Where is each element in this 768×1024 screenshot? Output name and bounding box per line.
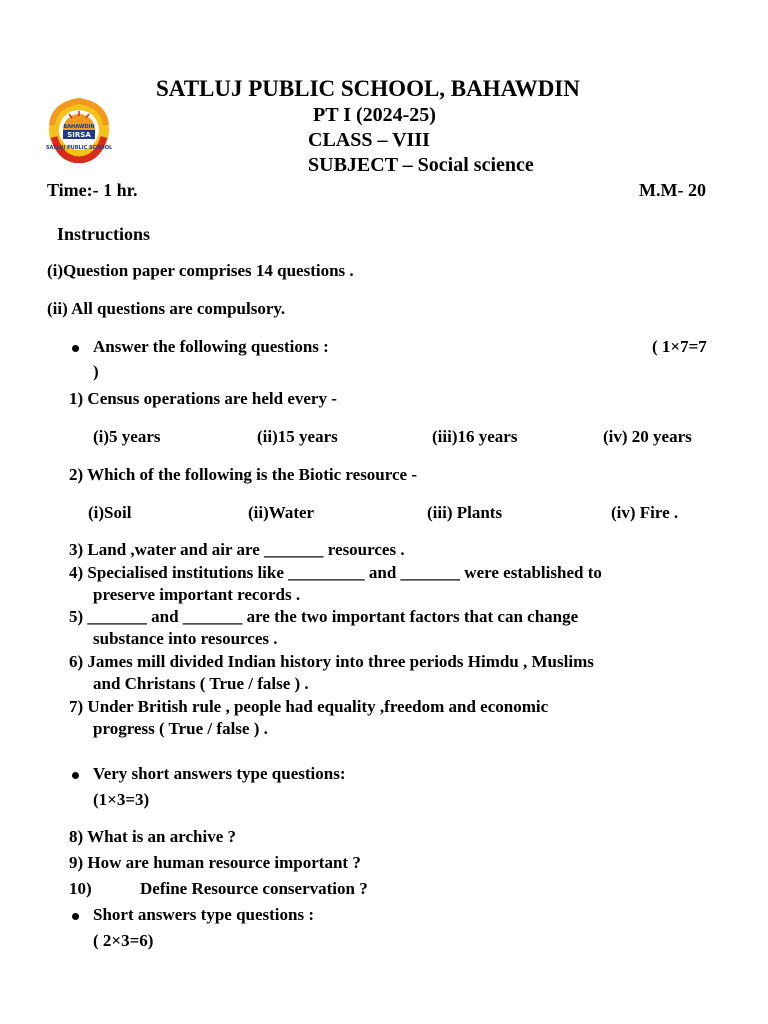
section-a-marks-close: ) (93, 362, 99, 381)
section-b-heading: Very short answers type questions: (93, 764, 346, 783)
question-2: 2) Which of the following is the Biotic resource - (69, 465, 418, 484)
q2-option-3: (iii) Plants (427, 503, 503, 522)
question-5: 5) _______ and _______ are the two important factors that can change (69, 607, 579, 626)
bullet-icon (72, 772, 79, 779)
q1-option-3: (iii)16 years (432, 427, 518, 446)
svg-text:SIRSA: SIRSA (67, 131, 91, 139)
q1-option-1: (i)5 years (93, 427, 161, 446)
question-9: 9) How are human resource important ? (69, 853, 361, 872)
time-label: Time:- 1 hr. (47, 180, 138, 200)
section-c-marks: ( 2×3=6) (93, 931, 154, 950)
svg-text:BAHAWDIN: BAHAWDIN (63, 124, 95, 130)
school-name: SATLUJ PUBLIC SCHOOL, BAHAWDIN (156, 76, 580, 101)
question-4-cont: preserve important records . (93, 585, 301, 604)
instruction-item: (ii) All questions are compulsory. (47, 299, 286, 318)
svg-text:SATLUJ PUBLIC SCHOOL: SATLUJ PUBLIC SCHOOL (46, 145, 112, 151)
question-6: 6) James mill divided Indian history into three periods Himdu , Muslims (69, 652, 594, 671)
question-7-cont: progress ( True / false ) . (93, 719, 268, 738)
question-7: 7) Under British rule , people had equality ,freedom and economic (69, 697, 549, 716)
section-b-marks: (1×3=3) (93, 790, 150, 809)
exam-name: PT I (2024-25) (313, 104, 436, 126)
section-a-heading: Answer the following questions : (93, 337, 329, 356)
max-marks-label: M.M- 20 (639, 180, 706, 200)
q1-option-2: (ii)15 years (257, 427, 338, 446)
question-4: 4) Specialised institutions like _________ and _______ were established to (69, 563, 602, 582)
q2-option-1: (i)Soil (88, 503, 132, 522)
section-c-heading: Short answers type questions : (93, 905, 315, 924)
class-label: CLASS – VIII (308, 129, 430, 151)
instructions-heading: Instructions (57, 224, 151, 244)
bullet-icon (72, 345, 79, 352)
q2-option-4: (iv) Fire . (611, 503, 679, 522)
instruction-item: (i)Question paper comprises 14 questions . (47, 261, 354, 280)
question-10-number: 10) (69, 879, 92, 898)
question-6-cont: and Christans ( True / false ) . (93, 674, 309, 693)
question-5-cont: substance into resources . (93, 629, 278, 648)
school-emblem-icon (46, 97, 112, 163)
question-8: 8) What is an archive ? (69, 827, 237, 846)
question-1: 1) Census operations are held every - (69, 389, 337, 408)
section-a-marks: ( 1×7=7 (652, 337, 707, 356)
q2-option-2: (ii)Water (248, 503, 315, 522)
question-10: Define Resource conservation ? (140, 879, 368, 898)
bullet-icon (72, 913, 79, 920)
subject-label: SUBJECT – Social science (308, 154, 534, 176)
question-3: 3) Land ,water and air are _______ resources . (69, 540, 405, 559)
q1-option-4: (iv) 20 years (603, 427, 692, 446)
